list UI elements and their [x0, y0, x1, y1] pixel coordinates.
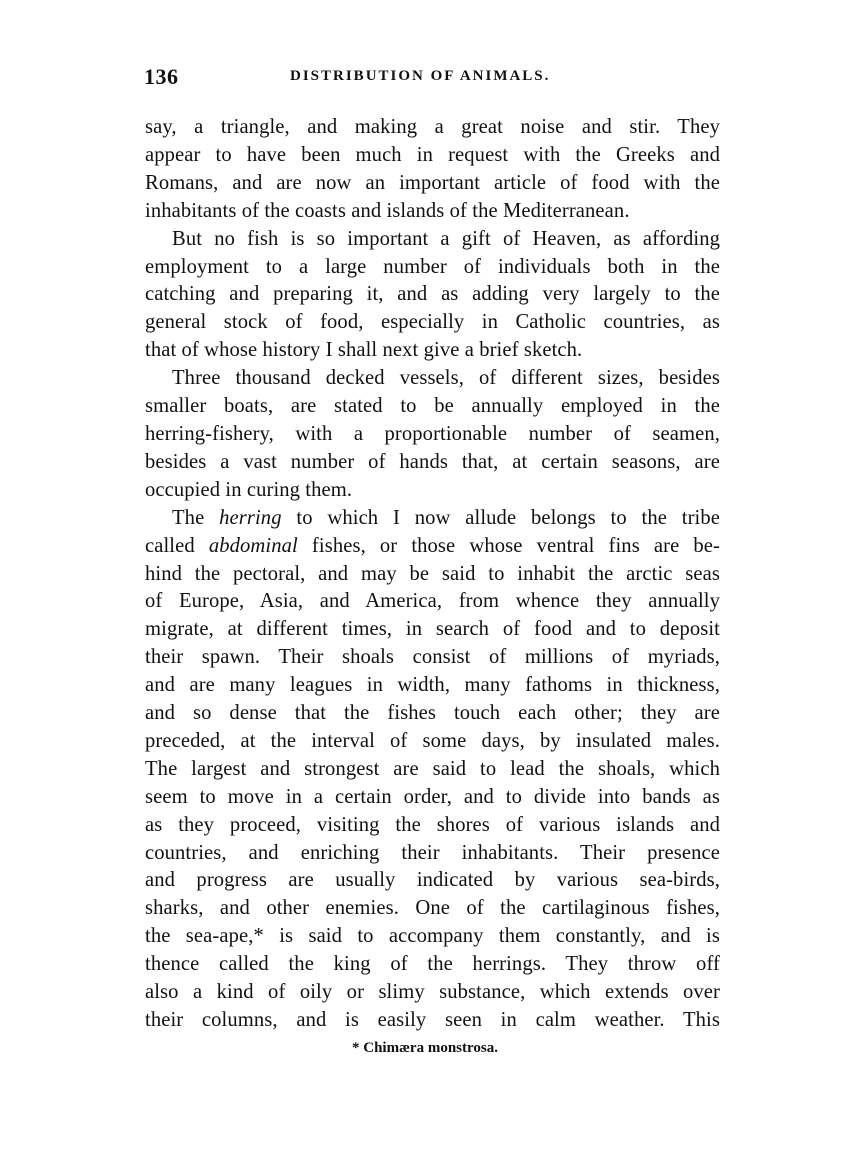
paragraph-1	[145, 114, 720, 226]
line-text: to which I now allude belongs to the tribe	[281, 506, 720, 529]
paragraph-4	[145, 505, 720, 1035]
text-line: as they proceed, visiting the shores of various islands and	[145, 813, 720, 836]
text-line: preceded, at the interval of some days, by insulated males.	[145, 729, 720, 752]
text-line: hind the pectoral, and may be said to inhabit the arctic seas	[145, 562, 720, 585]
page-number: 136	[144, 64, 179, 89]
text-line: and progress are usually indicated by various sea-birds,	[145, 869, 720, 892]
line-text: The	[172, 506, 220, 529]
text-line: smaller boats, are stated to be annually employed in the	[145, 395, 720, 418]
running-head: DISTRIBUTION OF ANIMALS.	[290, 68, 551, 84]
text-line: and are many leagues in width, many fathoms in thickness,	[145, 674, 720, 697]
text-line: herring-fishery, with a proportionable number of seamen,	[145, 422, 720, 445]
text-line: employment to a large number of individuals both in the	[145, 255, 720, 278]
italic-term-herring: herring	[219, 506, 282, 529]
text-line: thence called the king of the herrings. They throw off	[145, 953, 720, 976]
text-line: say, a triangle, and making a great noise and stir. They	[145, 116, 720, 138]
page-header	[144, 64, 720, 94]
italic-term-abdominal: abdominal	[208, 534, 298, 557]
text-line: also a kind of oily or slimy substance, which extends over	[145, 981, 720, 1004]
text-line: inhabitants of the coasts and islands of the Mediterranean.	[145, 199, 630, 222]
text-line: appear to have been much in request with the Greeks and	[145, 143, 720, 166]
text-line: countries, and enriching their inhabitants. Their presence	[145, 841, 720, 864]
paragraph-2	[145, 226, 720, 366]
text-line: and so dense that the fishes touch each other; they are	[145, 702, 720, 725]
text-line: migrate, at different times, in search of food and to deposit	[145, 618, 720, 641]
text-line: The largest and strongest are said to lead the shoals, which	[145, 757, 720, 780]
text-line: catching and preparing it, and as adding very largely to the	[145, 283, 720, 306]
text-line: that of whose history I shall next give a brief sketch.	[145, 339, 583, 362]
text-line: But no fish is so important a gift of Heaven, as affording	[172, 227, 720, 250]
text-line: of Europe, Asia, and America, from whence they annually	[145, 590, 720, 613]
text-line: occupied in curing them.	[145, 478, 353, 501]
body-text	[145, 114, 720, 1035]
text-line: their columns, and is easily seen in calm weather. This	[145, 1009, 720, 1031]
text-line: besides a vast number of hands that, at certain seasons, are	[145, 450, 720, 473]
line-text: fishes, or those whose ventral fins are be-	[297, 534, 720, 557]
text-line: general stock of food, especially in Catholic countries, as	[145, 311, 720, 334]
footnote: * Chimæra monstrosa.	[352, 1040, 498, 1056]
text-line	[145, 533, 720, 561]
text-line: Three thousand decked vessels, of different sizes, besides	[172, 367, 720, 390]
text-line: their spawn. Their shoals consist of millions of myriads,	[145, 646, 720, 669]
text-line: sharks, and other enemies. One of the cartilaginous fishes,	[145, 897, 720, 920]
text-line	[145, 505, 720, 533]
paragraph-3	[145, 365, 720, 505]
text-line: seem to move in a certain order, and to divide into bands as	[145, 785, 720, 808]
line-text: called	[145, 534, 209, 557]
text-line: the sea-ape,* is said to accompany them constantly, and is	[145, 925, 720, 948]
text-line: Romans, and are now an important article of food with the	[145, 171, 720, 194]
